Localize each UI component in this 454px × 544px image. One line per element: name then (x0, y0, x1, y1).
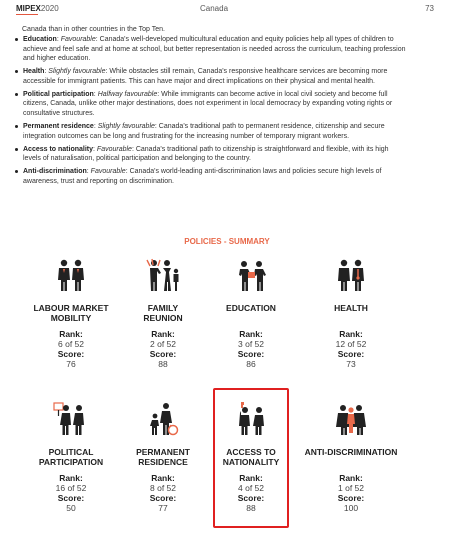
list-item: Permanent residence: Slightly favourable: Canada's traditional path to permanent residence, citizenship and secure integration outcomes can be long and frustrating for the increasing number of temporary migrant workers. (14, 122, 406, 141)
score-label: Score: (337, 493, 365, 503)
score-label: Score: (149, 349, 177, 359)
policy-card-political-participation (25, 402, 117, 513)
score-value: 86 (246, 359, 256, 369)
list-item: Access to nationality: Favourable: Canada's traditional path to citizenship is straightforward and flexible, with its high levels of naturalisation, political participation and belonging to the country. (14, 145, 406, 164)
brand-logo (16, 4, 59, 15)
rank-value: 8 of 52 (150, 483, 176, 493)
family-walking-icon (143, 402, 183, 436)
policy-card-anti-discrimination (298, 402, 404, 513)
bullet-icon (15, 125, 18, 128)
bullet-icon (15, 170, 18, 173)
rank-label: Rank: (339, 473, 363, 483)
policy-name: ACCESS TO NATIONALITY (222, 447, 280, 467)
family-icon (143, 258, 183, 292)
list-item: Anti-discrimination: Favourable: Canada's world-leading anti-discrimination laws and policies secure high levels of awareness, trust and reporting on discrimination. (14, 167, 406, 186)
list-item: Education: Favourable: Canada's well-developed multicultural education and equity policies help all types of children to achieve and feel safe and at home at school, but better representation is needed across the curriculum, teaching profession and higher education. (14, 35, 406, 64)
list-item: Health: Slightly favourable: While obstacles still remain, Canada's responsive healthcare services are becoming more accessible for immigrant patients. This can have major and direct implications on their physical and mental health. (14, 67, 406, 86)
score-value: 88 (158, 359, 168, 369)
rank-value: 6 of 52 (58, 339, 84, 349)
score-label: Score: (237, 349, 265, 359)
rank-value: 12 of 52 (335, 339, 367, 349)
bullet-icon (15, 70, 18, 73)
rank-value: 1 of 52 (338, 483, 364, 493)
rank-value: 16 of 52 (55, 483, 87, 493)
score-label: Score: (149, 493, 177, 503)
score-value: 50 (66, 503, 76, 513)
protest-icon (51, 402, 91, 436)
policy-name: POLITICAL PARTICIPATION (38, 447, 104, 467)
brand-name: MIPEX (16, 4, 41, 13)
rank-value: 3 of 52 (238, 339, 264, 349)
bullet-icon (15, 93, 18, 96)
rank-label: Rank: (239, 473, 263, 483)
rank-label: Rank: (239, 329, 263, 339)
page-header (16, 4, 438, 18)
policy-card-education (205, 258, 297, 369)
header-country: Canada (200, 4, 229, 13)
brand-year: 2020 (40, 4, 59, 13)
rank-label: Rank: (59, 473, 83, 483)
intro-text: Canada than in other countries in the Top Ten. (22, 26, 165, 33)
score-value: 73 (346, 359, 356, 369)
policy-name: LABOUR MARKET MOBILITY (33, 303, 109, 323)
policy-name: PERMANENT RESIDENCE (136, 447, 190, 467)
highlight-box (213, 388, 289, 528)
score-value: 77 (158, 503, 168, 513)
score-value: 88 (246, 503, 256, 513)
rank-label: Rank: (151, 329, 175, 339)
score-value: 76 (66, 359, 76, 369)
workers-icon (51, 258, 91, 292)
summary-title: POLICIES - SUMMARY (184, 237, 270, 246)
page-number: 73 (425, 4, 434, 13)
policy-name: EDUCATION (226, 303, 276, 313)
score-label: Score: (57, 349, 85, 359)
score-label: Score: (337, 349, 365, 359)
rank-label: Rank: (151, 473, 175, 483)
rank-value: 2 of 52 (150, 339, 176, 349)
list-item: Political participation: Halfway favourable: While immigrants can become active in local civil society and become full citizens, Canada, unlike other major destinations, does not experiment in local democracy by expanding voting rights or consultative structures. (14, 90, 406, 119)
policy-card-labour-market (25, 258, 117, 369)
score-label: Score: (57, 493, 85, 503)
policy-card-health (305, 258, 397, 369)
doctor-patient-icon (331, 258, 371, 292)
diverse-people-icon (331, 402, 371, 436)
brand-underline (16, 14, 38, 15)
score-value: 100 (343, 503, 359, 513)
bullet-icon (15, 38, 18, 41)
policy-card-permanent-residence (117, 402, 209, 513)
bullet-icon (15, 148, 18, 151)
policy-name: FAMILY REUNION (143, 303, 183, 323)
rank-value: 4 of 52 (238, 483, 264, 493)
rank-label: Rank: (59, 329, 83, 339)
policy-name: HEALTH (334, 303, 368, 313)
policy-name: ANTI-DISCRIMINATION (304, 447, 398, 457)
policy-bullet-list (14, 35, 406, 190)
score-label: Score: (237, 493, 265, 503)
policy-card-family-reunion (117, 258, 209, 369)
rank-label: Rank: (339, 329, 363, 339)
students-icon (231, 258, 271, 292)
